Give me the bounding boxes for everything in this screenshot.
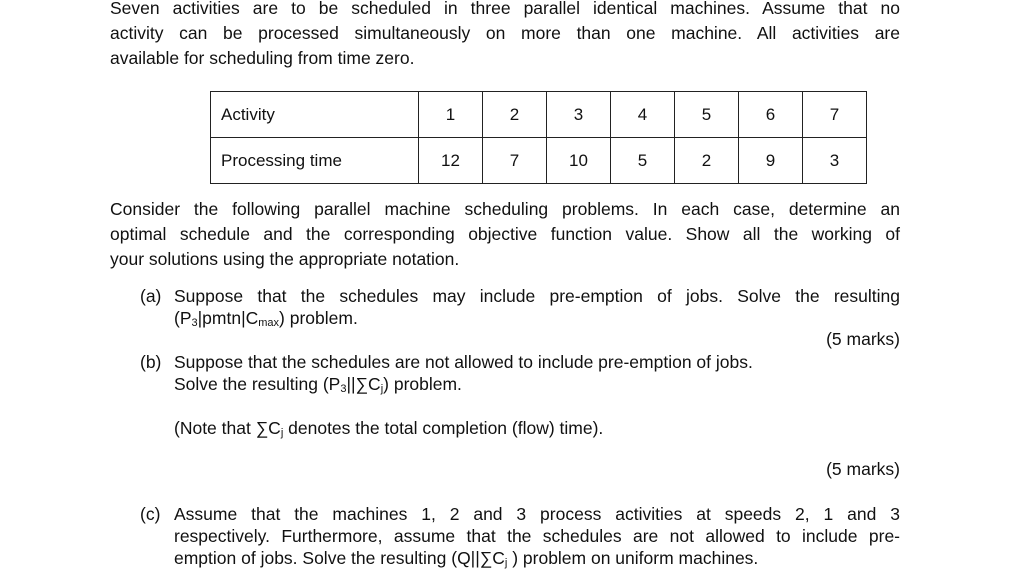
table-cell: 12 bbox=[419, 138, 483, 184]
question-c-line-2: respectively. Furthermore, assume that the schedules are not allowed to include pre- bbox=[174, 526, 900, 546]
table-cell: 9 bbox=[739, 138, 803, 184]
table-cell: 5 bbox=[675, 92, 739, 138]
question-b-line-1: Suppose that the schedules are not allowed to include pre-emption of jobs. bbox=[174, 352, 753, 372]
activity-table bbox=[210, 91, 867, 184]
consider-line-3: your solutions using the appropriate notation. bbox=[110, 249, 460, 269]
question-a-notation: $(P_3|pmtn|C_{max})$ problem. bbox=[174, 308, 358, 329]
table-cell: 1 bbox=[419, 92, 483, 138]
row-label-processing-time: Processing time bbox=[211, 138, 419, 184]
intro-line-3: available for scheduling from time zero. bbox=[110, 48, 415, 68]
consider-line-2: optimal schedule and the corresponding objective function value. Show all the working of bbox=[110, 224, 900, 244]
question-c-line-3: emption of jobs. Solve the resulting ($Q||\sum C_j$ ) problem on uniform machines. bbox=[174, 548, 759, 569]
table-row bbox=[211, 92, 867, 138]
table-cell: 7 bbox=[483, 138, 547, 184]
question-a-marks: (5 marks) bbox=[826, 329, 900, 349]
question-c-label: (c) bbox=[140, 504, 161, 524]
question-b-marks: (5 marks) bbox=[826, 459, 900, 479]
table-cell: 10 bbox=[547, 138, 611, 184]
intro-line-1: Seven activities are to be scheduled in three parallel identical machines. Assume that no bbox=[110, 0, 900, 18]
table-cell: 3 bbox=[547, 92, 611, 138]
table-cell: 6 bbox=[739, 92, 803, 138]
intro-paragraph bbox=[110, 0, 900, 71]
question-c-line-1: Assume that the machines 1, 2 and 3 process activities at speeds 2, 1 and 3 bbox=[174, 504, 900, 524]
table-cell: 7 bbox=[803, 92, 867, 138]
row-label-activity: Activity bbox=[211, 92, 419, 138]
question-b-label: (b) bbox=[140, 352, 162, 372]
question-a-line-1: Suppose that the schedules may include pre-emption of jobs. Solve the resulting bbox=[174, 286, 900, 306]
question-b-line-2: Solve the resulting $(P_3||\sum C_j)$ problem. bbox=[174, 374, 462, 395]
consider-line-1: Consider the following parallel machine scheduling problems. In each case, determine an bbox=[110, 199, 900, 219]
question-a-label: (a) bbox=[140, 286, 162, 306]
consider-paragraph bbox=[110, 197, 900, 272]
table-cell: 4 bbox=[611, 92, 675, 138]
table-cell: 2 bbox=[675, 138, 739, 184]
table-cell: 5 bbox=[611, 138, 675, 184]
table-row bbox=[211, 138, 867, 184]
table-cell: 2 bbox=[483, 92, 547, 138]
table-cell: 3 bbox=[803, 138, 867, 184]
intro-line-2: activity can be processed simultaneously on more than one machine. All activities are bbox=[110, 23, 900, 43]
question-b-note: (Note that $\sum C_j$ denotes the total completion (flow) time). bbox=[174, 418, 604, 439]
